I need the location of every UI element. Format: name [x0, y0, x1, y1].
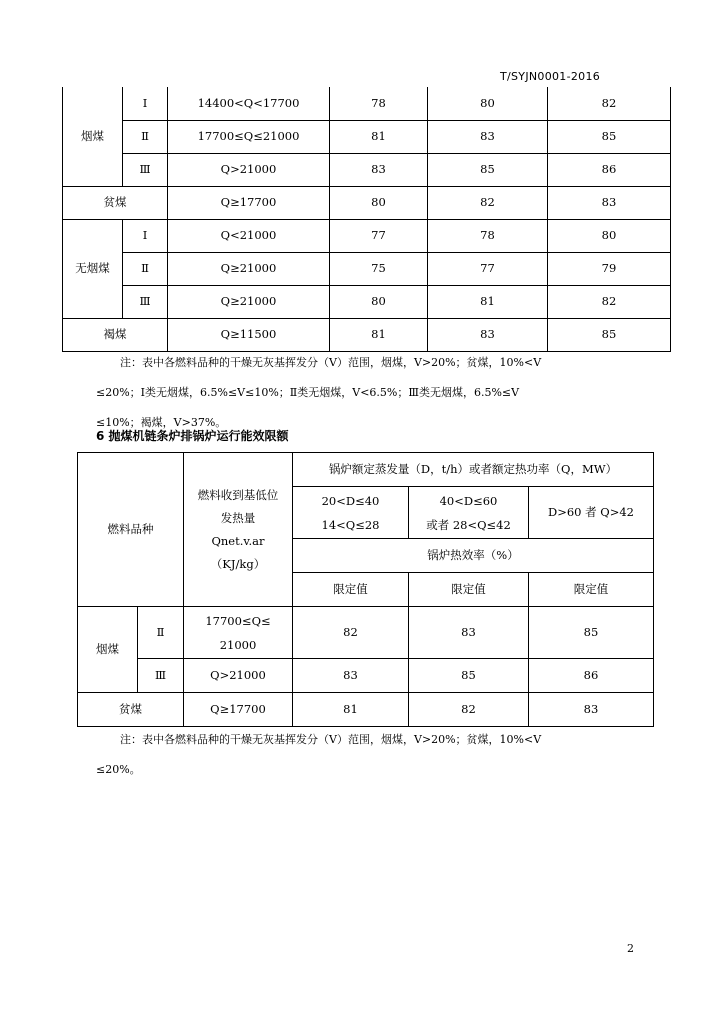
value-cell: 80 — [428, 87, 548, 120]
fuel-type-cell: 贫煤 — [63, 186, 168, 219]
note-line: ≤20%。 — [96, 763, 141, 776]
header-line: 20<D≤40 — [321, 493, 380, 508]
section-title: 6 抛煤机链条炉排锅炉运行能效限额 — [96, 429, 289, 443]
value-cell: 86 — [529, 659, 654, 693]
fuel-type-cell: 褐煤 — [63, 318, 168, 351]
value-cell: 81 — [293, 693, 409, 727]
range-cell: Q≥17700 — [184, 693, 293, 727]
limit-header: 限定值 — [293, 573, 409, 607]
value-cell: 78 — [330, 87, 428, 120]
efficiency-table — [77, 452, 654, 727]
table-row — [63, 285, 671, 318]
grade-cell: Ⅰ — [123, 219, 168, 252]
value-cell: 80 — [330, 186, 428, 219]
value-cell: 85 — [548, 318, 671, 351]
efficiency-header: 锅炉热效率（%） — [293, 539, 654, 573]
value-cell: 85 — [548, 120, 671, 153]
range-cell — [184, 607, 293, 659]
table-row — [63, 87, 671, 120]
capacity-col-header — [293, 487, 409, 539]
header-line: 14<Q≤28 — [321, 517, 380, 532]
value-cell: 82 — [548, 285, 671, 318]
note-line: ≤20%；Ⅰ类无烟煤，6.5%≤V≤10%；Ⅱ类无烟煤，V<6.5%；Ⅲ类无烟煤，6.5%≤V — [96, 386, 520, 399]
value-cell: 82 — [293, 607, 409, 659]
range-cell: Q>21000 — [168, 153, 330, 186]
value-cell: 77 — [428, 252, 548, 285]
value-cell: 81 — [330, 120, 428, 153]
table-row — [63, 318, 671, 351]
value-cell: 81 — [330, 318, 428, 351]
value-cell: 78 — [428, 219, 548, 252]
value-cell: 82 — [548, 87, 671, 120]
header-line: 燃料收到基低位 — [197, 487, 279, 502]
header-line: 或者 28<Q≤42 — [426, 517, 511, 532]
table-row — [63, 186, 671, 219]
value-cell: 83 — [529, 693, 654, 727]
grade-cell: Ⅲ — [123, 153, 168, 186]
table-row — [63, 153, 671, 186]
value-cell: 83 — [428, 318, 548, 351]
value-cell: 82 — [428, 186, 548, 219]
value-cell: 82 — [409, 693, 529, 727]
range-cell: 14400<Q<17700 — [168, 87, 330, 120]
range-cell: Q≥17700 — [168, 186, 330, 219]
range-cell: Q≥21000 — [168, 252, 330, 285]
value-cell: 83 — [428, 120, 548, 153]
fuel-type-cell: 烟煤 — [63, 87, 123, 186]
calorific-header — [184, 453, 293, 607]
document-code: T/SYJN0001-2016 — [500, 70, 601, 83]
value-cell: 77 — [330, 219, 428, 252]
range-cell: Q<21000 — [168, 219, 330, 252]
table-row — [78, 693, 654, 727]
limit-header: 限定值 — [529, 573, 654, 607]
table-note — [96, 725, 656, 785]
table-row — [63, 219, 671, 252]
capacity-col-header — [409, 487, 529, 539]
note-line: 注：表中各燃料品种的干燥无灰基挥发分（V）范围，烟煤，V>20%；贫煤，10%<V — [120, 733, 542, 746]
range-cell: Q>21000 — [184, 659, 293, 693]
table-row — [78, 659, 654, 693]
value-cell: 85 — [428, 153, 548, 186]
header-line: （KJ/kg） — [210, 556, 266, 571]
value-cell: 85 — [409, 659, 529, 693]
value-cell: 85 — [529, 607, 654, 659]
fuel-type-header: 燃料品种 — [78, 453, 184, 607]
grade-cell: Ⅱ — [123, 120, 168, 153]
value-cell: 83 — [293, 659, 409, 693]
table-row — [63, 252, 671, 285]
range-cell: Q≥11500 — [168, 318, 330, 351]
fuel-type-cell: 烟煤 — [78, 607, 138, 693]
grade-cell: Ⅲ — [138, 659, 184, 693]
fuel-type-cell: 无烟煤 — [63, 219, 123, 318]
grade-cell: Ⅰ — [123, 87, 168, 120]
header-line: Qnet.v.ar — [211, 533, 265, 548]
header-line: 发热量 — [220, 510, 256, 525]
note-line: 注：表中各燃料品种的干燥无灰基挥发分（V）范围，烟煤，V>20%；贫煤，10%<V — [120, 356, 542, 369]
page-number: 2 — [627, 942, 634, 955]
value-cell: 83 — [409, 607, 529, 659]
efficiency-table-continued — [62, 87, 671, 352]
value-cell: 83 — [548, 186, 671, 219]
range-line: 21000 — [219, 637, 257, 652]
value-cell: 79 — [548, 252, 671, 285]
grade-cell: Ⅱ — [138, 607, 184, 659]
value-cell: 75 — [330, 252, 428, 285]
grade-cell: Ⅲ — [123, 285, 168, 318]
value-cell: 80 — [330, 285, 428, 318]
capacity-header: 锅炉额定蒸发量（D，t/h）或者额定热功率（Q，MW） — [293, 453, 654, 487]
value-cell: 86 — [548, 153, 671, 186]
value-cell: 81 — [428, 285, 548, 318]
table-row — [78, 607, 654, 659]
table-row — [63, 120, 671, 153]
limit-header: 限定值 — [409, 573, 529, 607]
capacity-col-header: D>60 者 Q>42 — [529, 487, 654, 539]
table-row — [78, 453, 654, 487]
value-cell: 80 — [548, 219, 671, 252]
range-cell: 17700≤Q≤21000 — [168, 120, 330, 153]
header-line: 40<D≤60 — [439, 493, 498, 508]
fuel-type-cell: 贫煤 — [78, 693, 184, 727]
value-cell: 83 — [330, 153, 428, 186]
table-note — [96, 348, 656, 438]
range-cell: Q≥21000 — [168, 285, 330, 318]
note-line: ≤10%；褐煤，V>37%。 — [96, 416, 227, 429]
range-line: 17700≤Q≤ — [205, 613, 271, 628]
grade-cell: Ⅱ — [123, 252, 168, 285]
